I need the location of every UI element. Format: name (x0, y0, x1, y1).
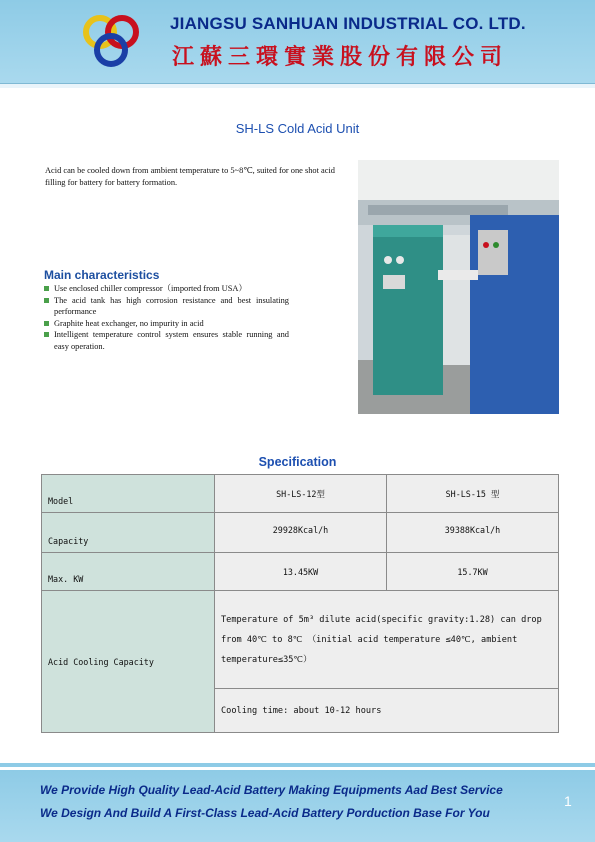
bullet-icon (44, 321, 49, 326)
table-cell: 13.45KW (215, 553, 387, 591)
row-label: Capacity (42, 513, 215, 553)
bullet-icon (44, 298, 49, 303)
header-divider (0, 83, 595, 88)
list-item: Use enclosed chiller compressor（imported from USA） (44, 283, 289, 295)
footer-slogan-2: We Design And Build A First-Class Lead-Acid Battery Porduction Base For You (40, 806, 490, 820)
company-name-en: JIANGSU SANHUAN INDUSTRIAL CO. LTD. (170, 14, 526, 33)
table-cell: 29928Kcal/h (215, 513, 387, 553)
bullet-icon (44, 332, 49, 337)
row-label: Model (42, 475, 215, 513)
table-row (42, 475, 559, 513)
table-cell: SH-LS-15 型 (387, 475, 559, 513)
table-row (42, 553, 559, 591)
characteristics-list (44, 283, 289, 352)
table-row (42, 591, 559, 689)
table-cell: SH-LS-12型 (215, 475, 387, 513)
row-label: Max. KW (42, 553, 215, 591)
three-rings-logo-icon (78, 12, 144, 72)
intro-paragraph: Acid can be cooled down from ambient temperature to 5~8℃, suited for one shot acid filling for battery for battery formation. (45, 166, 335, 187)
table-row (42, 513, 559, 553)
list-item: The acid tank has high corrosion resistance and best insulating performance (44, 295, 289, 318)
footer-divider (0, 763, 595, 767)
specification-table (41, 474, 559, 733)
list-item: Graphite heat exchanger, no impurity in acid (44, 318, 289, 330)
table-cell: 15.7KW (387, 553, 559, 591)
company-name-cn: 江蘇三環實業股份有限公司 (172, 44, 509, 70)
acid-cooling-description: Temperature of 5m³ dilute acid(specific gravity:1.28) can drop from 40℃ to 8℃ （initial acid temperature ≤40℃, ambient temperature≤35℃） (215, 591, 559, 689)
footer-slogan-1: We Provide High Quality Lead-Acid Battery Making Equipments Aad Best Service (40, 783, 503, 797)
page-number: 1 (564, 793, 572, 809)
list-item: Intelligent temperature control system ensures stable running and easy operation. (44, 329, 289, 352)
row-label: Acid Cooling Capacity (42, 591, 215, 733)
table-cell: 39388Kcal/h (387, 513, 559, 553)
specification-heading: Specification (258, 455, 337, 469)
product-photo (358, 160, 559, 414)
page-title: SH-LS Cold Acid Unit (235, 121, 360, 136)
bullet-icon (44, 286, 49, 291)
cooling-time: Cooling time: about 10-12 hours (215, 689, 559, 733)
main-characteristics-heading: Main characteristics (44, 268, 160, 282)
